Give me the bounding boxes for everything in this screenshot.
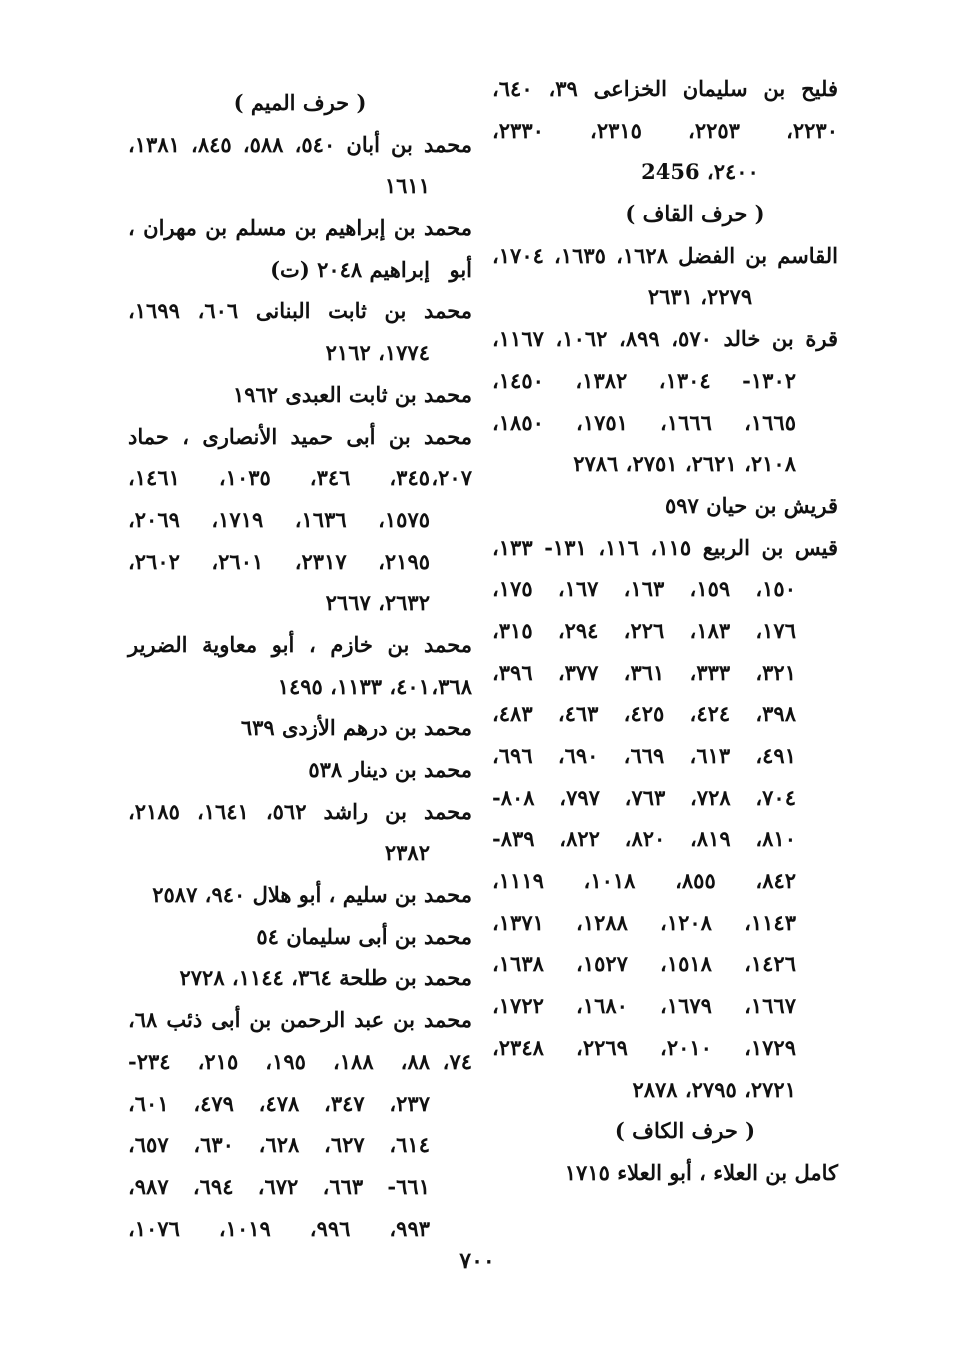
index-entry-continuation: ٢١٠٨، ٢٦٢١، ٢٧٥١، ٢٧٨٦ bbox=[573, 451, 796, 477]
index-entry-continuation: ٨٤٢، ٨٥٥، ١٠١٨، ١١١٩، bbox=[492, 868, 797, 894]
index-entry-continuation: ٨١٠، ٨١٩، ٨٢٠، ٨٢٢، ٨٣٩- bbox=[492, 826, 796, 852]
page-number: ٧٠٠ bbox=[459, 1248, 495, 1274]
index-entry-continuation: ٢٧٢١، ٢٧٩٥، ٢٨٧٨ bbox=[632, 1076, 796, 1102]
section-heading-mim: ( حرف الميم ) bbox=[233, 90, 367, 115]
index-entry: فليح بن سليمان الخزاعى ٣٩، ٦٤٠، bbox=[492, 76, 838, 101]
index-entry-continuation: ١٧٦، ١٨٣، ٢٢٦، ٢٩٤، ٣١٥، bbox=[492, 617, 796, 643]
index-entry-continuation: ٣٤٥، ٣٤٦، ١٠٣٥، ١٤٦١، bbox=[128, 465, 431, 491]
index-entry-continuation: ٢١٩٥، ٢٣١٧، ٢٦٠١، ٢٦٠٢، bbox=[128, 548, 431, 574]
index-entry: محمد بن أبى حميد الأنصارى ، حماد ٢٠٧، bbox=[128, 423, 472, 491]
index-entry: محمد بن ثابت العبدى ١٩٦٢ bbox=[232, 381, 472, 407]
index-entry: محمد بن درهم الأزدى ٦٣٩ bbox=[240, 715, 472, 741]
index-entry-continuation: إبراهيم ٢٠٤٨ (ت) bbox=[270, 256, 430, 282]
index-entry-continuation: ٤٩١، ٦١٣، ٦٦٩، ٦٩٠، ٦٩٦، bbox=[492, 743, 796, 768]
index-entry: محمد بن راشد ٥٦٢، ١٦٤١، ٢١٨٥، bbox=[128, 798, 472, 824]
index-entry: كامل بن العلاء ، أبو العلاء ١٧١٥ bbox=[564, 1159, 838, 1185]
index-entry-continuation: ٣٩٨، ٤٢٤، ٤٢٥، ٤٦٣، ٤٨٣، bbox=[492, 701, 796, 727]
index-entry-continuation: ١٦١١ bbox=[384, 173, 430, 199]
index-entry: محمد بن دينار ٥٣٨ bbox=[308, 757, 472, 782]
index-entry-continuation: ٢٢٣٠، ٢٢٥٣، ٢٣١٥، ٢٣٣٠، bbox=[492, 117, 838, 143]
index-entry-continuation: ١١٤٣، ١٢٠٨، ١٢٨٨، ١٣٧١، bbox=[492, 909, 796, 935]
index-entry: قيس بن الربيع ١١٥، ١١٦، ١٣١- ١٣٣، bbox=[492, 534, 839, 560]
index-entry-continuation: ٩٩٣، ٩٩٦، ١٠١٩، ١٠٧٦، bbox=[128, 1215, 431, 1241]
index-entry-continuation: ١٥٧٥، ١٦٣٦، ١٧١٩، ٢٠٦٩، bbox=[128, 506, 431, 532]
index-entry: قرة بن خالد ٥٧٠، ٨٩٩، ١٠٦٢، ١١٦٧، bbox=[492, 326, 838, 352]
index-entry-continuation: ١٣٠٢- ١٣٠٤، ١٣٨٢، ١٤٥٠، bbox=[492, 367, 797, 393]
index-entry-continuation: ٣٢١، ٣٣٣، ٣٦١، ٣٧٧، ٣٩٦، bbox=[492, 659, 796, 685]
section-heading-qaf: ( حرف القاف ) bbox=[625, 201, 765, 227]
index-entry: محمد بن ثابت البنانى ٦٠٦، ١٦٩٩، bbox=[128, 298, 473, 324]
section-heading-kaf: ( حرف الكاف ) bbox=[614, 1118, 756, 1144]
index-entry: محمد بن عبد الرحمن بن أبى ذئب ٦٨، ٧٤، bbox=[128, 1007, 472, 1074]
index-entry: محمد بن خازم ، أبو معاوية الضرير ٣٦٨، bbox=[128, 631, 472, 699]
index-entry-continuation: ٢٣٧، ٣٤٧، ٤٧٨، ٤٧٩، ٦٠١، bbox=[128, 1090, 430, 1116]
index-entry: محمد بن سليم ، أبو هلال ٩٤٠، ٢٥٨٧ bbox=[152, 882, 472, 908]
index-entry: القاسم بن الفضل ١٦٢٨، ١٦٣٥، ١٧٠٤، bbox=[492, 242, 839, 268]
index-entry: قريش بن حيان ٥٩٧ bbox=[665, 492, 838, 518]
left-column bbox=[128, 82, 472, 1249]
index-entry-continuation: ١٦٦٧، ١٦٧٩، ١٦٨٠، ١٧٢٢، bbox=[492, 993, 796, 1019]
index-entry-continuation: ٢٢٧٩، ٢٦٣١ bbox=[647, 284, 753, 310]
index-entry-continuation: ٧٠٤، ٧٢٨، ٧٦٣، ٧٩٧، ٨٠٨- bbox=[492, 784, 796, 810]
index-entry: محمد بن طلحة ٣٦٤، ١١٤٤، ٢٧٢٨ bbox=[179, 965, 472, 991]
index-entry-continuation: ٦١٤، ٦٢٧، ٦٢٨، ٦٣٠، ٦٥٧، bbox=[128, 1132, 430, 1158]
index-entry-continuation: ٨٨، ١٨٨، ١٩٥، ٢١٥، ٢٣٤- bbox=[128, 1048, 431, 1074]
index-entry: محمد بن أبان ٥٤٠، ٥٨٨، ٨٤٥، ١٣٨١، bbox=[128, 131, 473, 157]
index-entry-continuation: ١٤٢٦، ١٥١٨، ١٥٢٧، ١٦٣٨، bbox=[492, 951, 796, 977]
index-entry: محمد بن إبراهيم بن مسلم بن مهران ، أبو bbox=[128, 215, 472, 282]
index-entry-continuation: ١٧٧٤، ٢١٦٢ bbox=[325, 340, 430, 366]
index-entry-continuation: ١٦٦٥، ١٦٦٦، ١٧٥١، ١٨٥٠، bbox=[492, 409, 796, 435]
index-entry-continuation: ١٧٢٩، ٢٠١٠، ٢٢٦٩، ٢٣٤٨، bbox=[492, 1034, 796, 1060]
index-entry-continuation: ٢٣٨٢ bbox=[384, 840, 430, 866]
index-entry: محمد بن أبى سليمان ٥٤ bbox=[256, 923, 472, 949]
index-entry-continuation: ٢٦٣٢، ٢٦٦٧ bbox=[325, 590, 430, 616]
right-column bbox=[492, 68, 838, 1194]
index-entry-continuation: ١٥٠، ١٥٩، ١٦٣، ١٦٧، ١٧٥، bbox=[492, 576, 796, 602]
index-entry-continuation: ٤٠١، ١١٣٣، ١٤٩٥ bbox=[277, 673, 430, 699]
index-entry-continuation: ٢٤٠٠، 2456 bbox=[641, 159, 759, 185]
index-entry-continuation: ٦٦١- ٦٦٣، ٦٧٢، ٦٩٤، ٩٨٧، bbox=[128, 1173, 430, 1199]
